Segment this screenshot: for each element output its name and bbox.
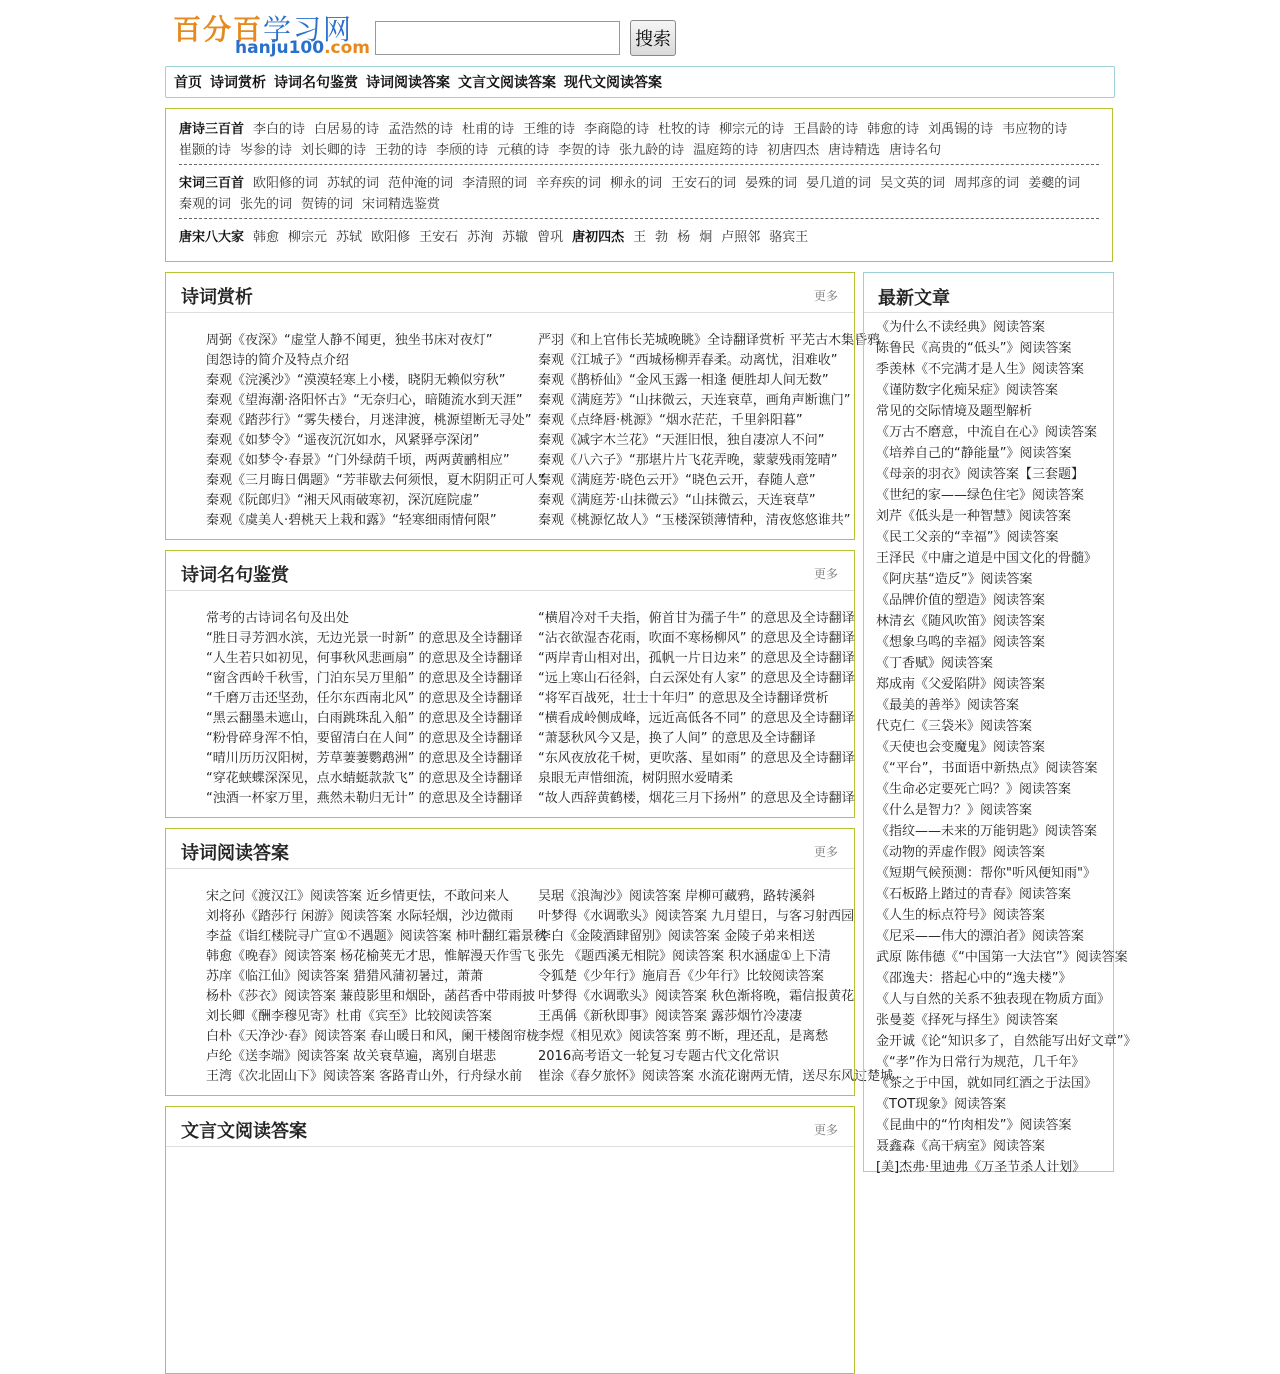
author-link[interactable]: 刘长卿的诗: [301, 143, 367, 158]
latest-article-link[interactable]: 《石板路上踏过的青春》阅读答案: [876, 887, 1072, 902]
search-input[interactable]: [375, 21, 620, 55]
article-link[interactable]: 泉眼无声惜细流，树阴照水爱晴柔: [538, 771, 734, 786]
author-link[interactable]: 苏轼: [336, 230, 363, 245]
nav-link[interactable]: 文言文阅读答案: [458, 75, 556, 91]
search-button[interactable]: 搜索: [630, 20, 676, 56]
article-link[interactable]: 叶梦得《水调歌头》阅读答案 秋色渐将晚，霜信报黄花: [538, 989, 855, 1004]
article-link[interactable]: 2016高考语文一轮复习专题古代文化常识: [538, 1049, 780, 1064]
latest-article-link[interactable]: 《尼采——伟大的漂泊者》阅读答案: [876, 929, 1085, 944]
article-link[interactable]: 吴琚《浪淘沙》阅读答案 岸柳可藏鸦，路转溪斜: [538, 889, 816, 904]
nav-link[interactable]: 诗词赏析: [210, 75, 266, 91]
more-link[interactable]: 更多: [813, 567, 838, 581]
logo-cn-part-a: 百分百: [173, 13, 264, 46]
article-link[interactable]: 秦观《如梦令》“遥夜沉沉如水，风紧驿亭深闭”: [206, 433, 480, 448]
song-poets-row: [179, 173, 1099, 219]
article-link[interactable]: 李白《金陵酒肆留别》阅读答案 金陵子弟来相送: [538, 929, 816, 944]
author-link[interactable]: 晏殊的词: [745, 176, 798, 191]
latest-article-link[interactable]: [美]杰弗·里迪弗《万圣节杀人计划》: [876, 1160, 1086, 1175]
author-link[interactable]: 王安石: [419, 230, 459, 245]
author-link[interactable]: 李贺的诗: [558, 143, 611, 158]
author-link[interactable]: 杜牧的诗: [658, 122, 711, 137]
column-right: [538, 609, 855, 809]
author-link[interactable]: 王安石的词: [671, 176, 737, 191]
author-link[interactable]: 宋词精选鉴赏: [362, 197, 441, 212]
author-link[interactable]: 李清照的词: [462, 176, 528, 191]
author-link[interactable]: 王昌龄的诗: [793, 122, 859, 137]
latest-article-link[interactable]: 《谨防数字化痴呆症》阅读答案: [876, 383, 1059, 398]
panel-header: [166, 1107, 854, 1147]
article-link[interactable]: 严羽《和上官伟长芜城晚眺》全诗翻译赏析 平芜古木集昏鸦: [538, 333, 881, 348]
article-link[interactable]: “浊酒一杯家万里，燕然未勒归无计” 的意思及全诗翻译: [206, 791, 523, 806]
article-link[interactable]: 王湾《次北固山下》阅读答案 客路青山外，行舟绿水前: [206, 1069, 523, 1084]
header: [165, 0, 1115, 64]
article-link[interactable]: “沾衣欲湿杏花雨，吹面不寒杨柳风” 的意思及全诗翻译: [538, 631, 855, 646]
author-link[interactable]: 秦观的词: [179, 197, 232, 212]
sidebar-header: [864, 273, 1113, 313]
author-link[interactable]: 苏辙: [502, 230, 529, 245]
article-link[interactable]: “人生若只如初见，何事秋风悲画扇” 的意思及全诗翻译: [206, 651, 523, 666]
article-link[interactable]: 秦观《鹊桥仙》“金风玉露一相逢 便胜却人间无数”: [538, 373, 829, 388]
author-link[interactable]: 张九龄的诗: [619, 143, 685, 158]
panel-title: 诗词阅读答案: [181, 843, 289, 864]
author-link[interactable]: 苏洵: [467, 230, 494, 245]
article-link[interactable]: “故人西辞黄鹤楼，烟花三月下扬州” 的意思及全诗翻译: [538, 791, 855, 806]
author-link[interactable]: 唐诗名句: [889, 143, 942, 158]
latest-article-link[interactable]: 《丁香赋》阅读答案: [876, 656, 994, 671]
latest-article-link[interactable]: 《万古不磨意，中流自在心》阅读答案: [876, 425, 1098, 440]
article-link[interactable]: 白朴《天净沙·春》阅读答案 春山暖日和风，阑干楼阁帘栊: [206, 1029, 540, 1044]
author-link[interactable]: 炯: [699, 230, 713, 245]
latest-article-link[interactable]: 《母亲的羽衣》阅读答案【三套题】: [876, 467, 1085, 482]
latest-article-link[interactable]: 聂鑫森《高干病室》阅读答案: [876, 1139, 1046, 1154]
author-link[interactable]: 柳宗元: [288, 230, 328, 245]
sidebar-title: 最新文章: [878, 288, 950, 309]
author-link[interactable]: 辛弃疾的词: [536, 176, 602, 191]
article-link[interactable]: “萧瑟秋风今又是，换了人间” 的意思及全诗翻译: [538, 731, 816, 746]
author-link[interactable]: 韩愈: [253, 230, 280, 245]
latest-article-link[interactable]: 《TOT现象》阅读答案: [876, 1097, 1007, 1112]
author-link[interactable]: 温庭筠的诗: [693, 143, 759, 158]
latest-article-link[interactable]: 《最美的善举》阅读答案: [876, 698, 1020, 713]
article-link[interactable]: 刘长卿《酬李穆见寄》杜甫《宾至》比较阅读答案: [206, 1009, 493, 1024]
article-link[interactable]: 秦观《踏莎行》“雾失楼台，月迷津渡，桃源望断无寻处”: [206, 413, 532, 428]
article-link[interactable]: 秦观《虞美人·碧桃天上栽和露》“轻寒细雨情何限”: [206, 513, 497, 528]
latest-article-link[interactable]: 《民工父亲的“幸福”》阅读答案: [876, 530, 1059, 545]
panel-2: [165, 828, 894, 1096]
author-links: [165, 108, 1113, 262]
article-link[interactable]: 秦观《点绛唇·桃源》“烟水茫茫，千里斜阳暮”: [538, 413, 803, 428]
author-link[interactable]: 贺铸的词: [301, 197, 354, 212]
more-link[interactable]: 更多: [813, 1123, 838, 1137]
latest-article-link[interactable]: 《昆曲中的“竹肉相发”》阅读答案: [876, 1118, 1072, 1133]
article-link[interactable]: 秦观《满庭芳·晓色云开》“晓色云开，春随人意”: [538, 473, 816, 488]
author-link[interactable]: 王勃的诗: [375, 143, 428, 158]
author-link[interactable]: 李商隐的诗: [584, 122, 650, 137]
latest-article-link[interactable]: 《天使也会变魔鬼》阅读答案: [876, 740, 1046, 755]
latest-article-link[interactable]: 张曼菱《择死与择生》阅读答案: [876, 1013, 1059, 1028]
article-link[interactable]: 秦观《江城子》“西城杨柳弄春柔。动离忧，泪难收”: [538, 353, 838, 368]
article-link[interactable]: 韩愈《晚春》阅读答案 杨花榆荚无才思，惟解漫天作雪飞: [206, 949, 536, 964]
author-link[interactable]: 初唐四杰: [767, 143, 820, 158]
author-link[interactable]: 吴文英的词: [880, 176, 946, 191]
author-link[interactable]: 唐诗精选: [828, 143, 881, 158]
nav-link[interactable]: 诗词名句鉴赏: [274, 75, 358, 91]
author-link[interactable]: 范仲淹的词: [388, 176, 454, 191]
article-link[interactable]: 秦观《满庭芳》“山抹微云，天连衰草，画角声断谯门”: [538, 393, 851, 408]
article-link[interactable]: “东风夜放花千树，更吹落、星如雨” 的意思及全诗翻译: [538, 751, 855, 766]
author-link[interactable]: 欧阳修的词: [253, 176, 319, 191]
article-link[interactable]: 秦观《八六子》“那堪片片飞花弄晚，蒙蒙残雨笼晴”: [538, 453, 838, 468]
logo-domain: [235, 38, 370, 58]
author-link[interactable]: 刘禹锡的诗: [928, 122, 994, 137]
panel-header: [166, 551, 854, 591]
author-link[interactable]: 卢照邻: [721, 230, 761, 245]
column-left: [206, 887, 547, 1087]
article-link[interactable]: “黑云翻墨未遮山，白雨跳珠乱入船” 的意思及全诗翻译: [206, 711, 523, 726]
article-link[interactable]: 张先 《题西溪无相院》阅读答案 积水涵虚①上下清: [538, 949, 831, 964]
article-link[interactable]: 苏庠《临江仙》阅读答案 猎猎风蒲初暑过，萧萧: [206, 969, 484, 984]
logo-en-part-a: hanju100: [235, 38, 325, 58]
article-link[interactable]: 秦观《望海潮·洛阳怀古》“无奈归心，暗随流水到天涯”: [206, 393, 523, 408]
logo-cn-part-b: 学习网: [263, 13, 354, 46]
article-link[interactable]: “胜日寻芳泗水滨，无边光景一时新” 的意思及全诗翻译: [206, 631, 523, 646]
author-link[interactable]: 杜甫的诗: [462, 122, 515, 137]
song-label: 宋词三百首: [179, 176, 245, 191]
article-link[interactable]: “横看成岭侧成峰，远近高低各不同” 的意思及全诗翻译: [538, 711, 855, 726]
panel-header: [166, 829, 854, 869]
tang-label: 唐诗三百首: [179, 122, 245, 137]
latest-article-link[interactable]: 刘芹《低头是一种智慧》阅读答案: [876, 509, 1072, 524]
author-link[interactable]: 李白的诗: [253, 122, 306, 137]
column-right: [538, 331, 881, 531]
author-link[interactable]: 曾巩: [537, 230, 564, 245]
latest-article-link[interactable]: 《生命必定要死亡吗？》阅读答案: [876, 782, 1072, 797]
tang-poets-row: [179, 119, 1099, 165]
latest-article-link[interactable]: 《邵逸夫：搭起心中的“逸夫楼”》: [876, 971, 1072, 986]
latest-article-link[interactable]: 常见的交际情境及题型解析: [876, 404, 1033, 419]
nav-link[interactable]: 首页: [174, 75, 202, 91]
latest-article-link[interactable]: 金开诚《论“知识多了，自然能写出好文章”》: [876, 1034, 1137, 1049]
eight-masters-row: [179, 227, 1099, 248]
article-link[interactable]: 秦观《如梦令·春景》“门外绿荫千顷，两两黄鹂相应”: [206, 453, 510, 468]
site-logo[interactable]: [173, 8, 373, 60]
latest-article-link[interactable]: 《“孝”作为日常行为规范，几千年》: [876, 1055, 1085, 1070]
author-link[interactable]: 岑参的诗: [240, 143, 293, 158]
author-link[interactable]: 晏几道的词: [806, 176, 872, 191]
latest-article-link[interactable]: 《指纹——未来的万能钥匙》阅读答案: [876, 824, 1098, 839]
article-link[interactable]: 秦观《阮郎归》“湘天风雨破寒初，深沉庭院虚”: [206, 493, 480, 508]
panel-0: [165, 272, 881, 540]
nav-link[interactable]: 诗词阅读答案: [366, 75, 450, 91]
latest-article-link[interactable]: 《茶之于中国，就如同红酒之于法国》: [876, 1076, 1098, 1091]
latest-article-link[interactable]: 郑成南《父爱陷阱》阅读答案: [876, 677, 1046, 692]
main-nav: [165, 66, 1115, 98]
article-link[interactable]: 常考的古诗词名句及出处: [206, 611, 350, 626]
latest-article-link[interactable]: 《人生的标点符号》阅读答案: [876, 908, 1046, 923]
latest-article-link[interactable]: 《动物的弄虚作假》阅读答案: [876, 845, 1046, 860]
author-link[interactable]: 欧阳修: [371, 230, 411, 245]
author-link[interactable]: 王: [633, 230, 647, 245]
nav-link[interactable]: 现代文阅读答案: [564, 75, 662, 91]
latest-article-link[interactable]: 代克仁《三袋米》阅读答案: [876, 719, 1033, 734]
article-link[interactable]: “晴川历历汉阳树，芳草萋萋鹦鹉洲” 的意思及全诗翻译: [206, 751, 523, 766]
latest-article-link[interactable]: 《什么是智力？》阅读答案: [876, 803, 1033, 818]
article-link[interactable]: 李煜《相见欢》阅读答案 剪不断，理还乱，是离愁: [538, 1029, 829, 1044]
article-link[interactable]: 秦观《桃源忆故人》“玉楼深锁薄情种，清夜悠悠谁共”: [538, 513, 851, 528]
author-link[interactable]: 骆宾王: [769, 230, 809, 245]
author-link[interactable]: 勃: [655, 230, 669, 245]
latest-article-link[interactable]: 《品牌价值的塑造》阅读答案: [876, 593, 1046, 608]
panel-title: 文言文阅读答案: [181, 1121, 307, 1142]
author-link[interactable]: 韩愈的诗: [867, 122, 920, 137]
panel-columns: [206, 331, 881, 531]
panel-title: 诗词赏析: [181, 287, 253, 308]
latest-article-link[interactable]: 《“平台”，书面语中新热点》阅读答案: [876, 761, 1098, 776]
article-link[interactable]: “窗含西岭千秋雪，门泊东吴万里船” 的意思及全诗翻译: [206, 671, 523, 686]
four-talents-label: 唐初四杰: [572, 230, 625, 245]
author-link[interactable]: 崔颢的诗: [179, 143, 232, 158]
panel-1: [165, 550, 855, 818]
latest-article-link[interactable]: 季羡林《不完满才是人生》阅读答案: [876, 362, 1085, 377]
author-link[interactable]: 苏轼的词: [327, 176, 380, 191]
article-link[interactable]: 杨朴《莎衣》阅读答案 蒹葭影里和烟卧，菡萏香中带雨披: [206, 989, 536, 1004]
panel-columns: [206, 887, 894, 1087]
more-link[interactable]: 更多: [813, 845, 838, 859]
latest-articles-list: [876, 317, 1137, 1178]
panel-3: [165, 1106, 855, 1374]
author-link[interactable]: 韦应物的诗: [1002, 122, 1068, 137]
latest-article-link[interactable]: 《培养自己的“静能量”》阅读答案: [876, 446, 1072, 461]
article-link[interactable]: “将军百战死，壮士十年归” 的意思及全诗翻译赏析: [538, 691, 829, 706]
latest-article-link[interactable]: 《短期气候预测：帮你"听风便知雨"》: [876, 866, 1096, 881]
article-link[interactable]: 叶梦得《水调歌头》阅读答案 九月望日，与客习射西园: [538, 909, 855, 924]
column-left: [206, 609, 538, 809]
article-link[interactable]: 宋之问《渡汉江》阅读答案 近乡情更怯，不敢问来人: [206, 889, 510, 904]
panel-header: [166, 273, 854, 313]
article-link[interactable]: 刘将孙《踏莎行 闲游》阅读答案 水际轻烟，沙边微雨: [206, 909, 514, 924]
latest-article-link[interactable]: 《阿庆基“造反”》阅读答案: [876, 572, 1033, 587]
latest-article-link[interactable]: 《为什么不读经典》阅读答案: [876, 320, 1046, 335]
latest-article-link[interactable]: 《人与自然的关系不独表现在物质方面》: [876, 992, 1111, 1007]
latest-article-link[interactable]: 王泽民《中庸之道是中国文化的骨髓》: [876, 551, 1098, 566]
author-link[interactable]: 白居易的诗: [314, 122, 380, 137]
latest-article-link[interactable]: 林清玄《随风吹笛》阅读答案: [876, 614, 1046, 629]
more-link[interactable]: 更多: [813, 289, 838, 303]
article-link[interactable]: 王禹偁《新秋即事》阅读答案 露莎烟竹冷凄凄: [538, 1009, 803, 1024]
panel-columns: [206, 609, 855, 809]
author-link[interactable]: 李颀的诗: [436, 143, 489, 158]
author-link[interactable]: 柳宗元的诗: [719, 122, 785, 137]
article-link[interactable]: 秦观《满庭芳·山抹微云》“山抹微云，天连衰草”: [538, 493, 816, 508]
article-link[interactable]: 卢纶《送李端》阅读答案 故关衰草遍，离别自堪悲: [206, 1049, 497, 1064]
latest-article-link[interactable]: 《世纪的家——绿色住宅》阅读答案: [876, 488, 1085, 503]
article-link[interactable]: 秦观《浣溪沙》“漠漠轻寒上小楼，晓阴无赖似穷秋”: [206, 373, 506, 388]
author-link[interactable]: 周邦彦的词: [954, 176, 1020, 191]
article-link[interactable]: “横眉冷对千夫指，俯首甘为孺子牛” 的意思及全诗翻译: [538, 611, 855, 626]
latest-article-link[interactable]: 陈鲁民《高贵的“低头”》阅读答案: [876, 341, 1072, 356]
eight-masters-label: 唐宋八大家: [179, 230, 245, 245]
article-link[interactable]: 周弼《夜深》“虚堂人静不闻更，独坐书床对夜灯”: [206, 333, 493, 348]
article-link[interactable]: 崔涂《春夕旅怀》阅读答案 水流花谢两无情，送尽东风过楚城: [538, 1069, 894, 1084]
article-link[interactable]: 秦观《三月晦日偶题》“芳菲歇去何须恨，夏木阴阴正可人”: [206, 473, 545, 488]
author-link[interactable]: 元稹的诗: [497, 143, 550, 158]
article-link[interactable]: “远上寒山石径斜，白云深处有人家” 的意思及全诗翻译: [538, 671, 855, 686]
author-link[interactable]: 姜夔的词: [1028, 176, 1081, 191]
article-link[interactable]: 秦观《减字木兰花》“天涯旧恨，独自凄凉人不问”: [538, 433, 825, 448]
author-link[interactable]: 柳永的词: [610, 176, 663, 191]
article-link[interactable]: 李益《诣红楼院寻广宣①不遇题》阅读答案 柿叶翻红霜景秋: [206, 929, 547, 944]
latest-article-link[interactable]: 《想象乌鸣的幸福》阅读答案: [876, 635, 1046, 650]
panel-title: 诗词名句鉴赏: [181, 565, 289, 586]
author-link[interactable]: 张先的词: [240, 197, 293, 212]
column-right: [538, 887, 894, 1087]
article-link[interactable]: 闺怨诗的简介及特点介绍: [206, 353, 350, 368]
article-link[interactable]: “粉骨碎身浑不怕，要留清白在人间” 的意思及全诗翻译: [206, 731, 523, 746]
author-link[interactable]: 杨: [677, 230, 691, 245]
article-link[interactable]: “千磨万击还坚劲，任尔东西南北风” 的意思及全诗翻译: [206, 691, 523, 706]
article-link[interactable]: 令狐楚《少年行》施肩吾《少年行》比较阅读答案: [538, 969, 825, 984]
article-link[interactable]: “穿花蛱蝶深深见，点水蜻蜓款款飞” 的意思及全诗翻译: [206, 771, 523, 786]
author-link[interactable]: 孟浩然的诗: [388, 122, 454, 137]
latest-articles-sidebar: [863, 272, 1137, 1175]
author-link[interactable]: 王维的诗: [523, 122, 576, 137]
column-left: [206, 331, 545, 531]
logo-en-part-b: .com: [324, 38, 371, 58]
article-link[interactable]: “两岸青山相对出，孤帆一片日边来” 的意思及全诗翻译: [538, 651, 855, 666]
latest-article-link[interactable]: 武原 陈伟德《“中国第一大法官”》阅读答案: [876, 950, 1128, 965]
